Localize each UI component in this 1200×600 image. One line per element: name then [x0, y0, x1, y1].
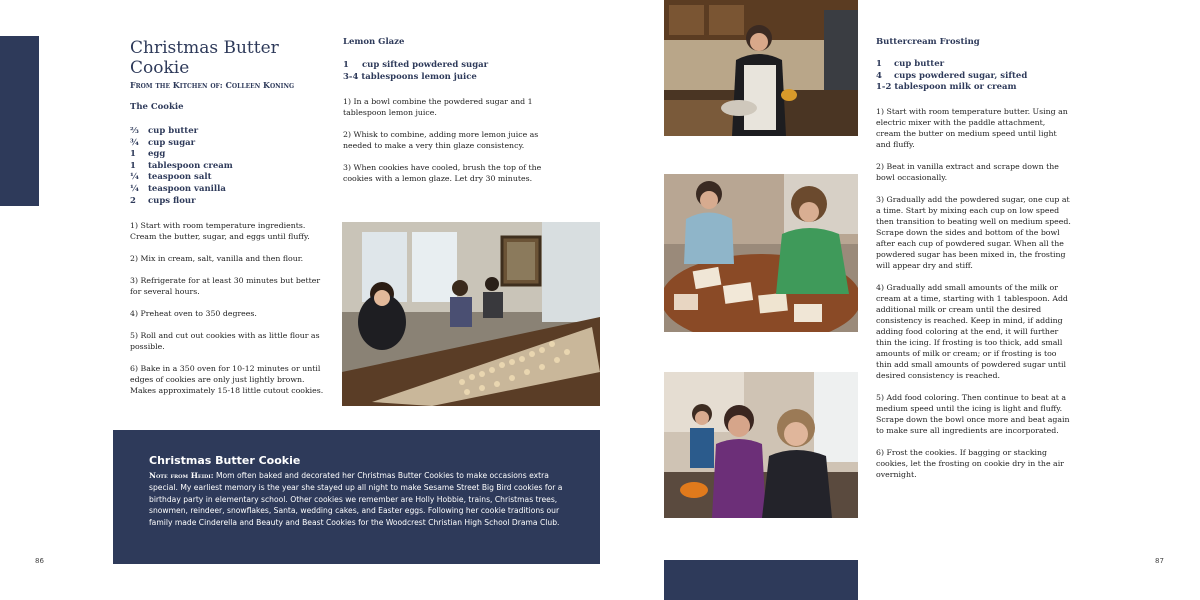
recipe-title: Christmas Butter Cookie	[130, 38, 279, 78]
story-body: Mom often baked and decorated her Christmas Butter Cookies to make occasions extra special. My earliest memory is the year she stayed up all night to make Sesame Street Big Bird cookies for a birthday party in elementary school. Other cookies we remember are Holly Hobbie, trains, Christmas trees, snowmen, reindeer, snowflakes, Santa, wedding cakes, and Easter eggs. Following her cookie traditions our family made Cinderella and Beauty and Beast Cookies for the Woodcrest Christian High School Drama Club.	[149, 471, 563, 528]
glaze-ingredients	[343, 60, 488, 83]
ingredient: ¼ teaspoon vanilla	[130, 183, 226, 194]
story-title: Christmas Butter Cookie	[149, 454, 301, 467]
step: 1) Start with room temperature butter. Using an electric mixer with the paddle attachment, cream the butter on medium speed until light and fluffy.	[876, 107, 1068, 149]
story-label: Note from Heidi:	[149, 471, 214, 480]
step: 2) Whisk to combine, adding more lemon juice as needed to make a very thin glaze consistency.	[343, 130, 539, 150]
frosting-steps	[876, 106, 1072, 491]
ingredient: ¼ teaspoon salt	[130, 172, 212, 183]
glaze-heading: Lemon Glaze	[343, 37, 405, 47]
step: 2) Beat in vanilla extract and scrape down the bowl occasionally.	[876, 162, 1059, 182]
cookie-ingredients	[130, 126, 233, 207]
cookie-heading: The Cookie	[130, 102, 184, 112]
bottom-block	[664, 560, 858, 600]
step: 2) Mix in cream, salt, vanilla and then flour.	[130, 254, 304, 263]
left-edge-tab	[0, 36, 39, 206]
glaze-steps	[343, 96, 543, 195]
step: 1) Start with room temperature ingredients. Cream the butter, sugar, and eggs until fluffy.	[130, 221, 310, 241]
ingredient: 1-2 tablespoon milk or cream	[876, 82, 1017, 93]
ingredient: ¾ cup sugar	[130, 137, 196, 148]
step: 5) Roll and cut out cookies with as little flour as possible.	[130, 331, 320, 351]
frosting-ingredients	[876, 59, 1027, 94]
step: 3) Refrigerate for at least 30 minutes but better for several hours.	[130, 276, 321, 296]
ingredient: 2 cups flour	[130, 195, 196, 206]
group-photo	[664, 372, 858, 518]
story-text	[149, 470, 569, 529]
family-cookie-photo	[342, 222, 600, 406]
recipe-byline: From the Kitchen of: Colleen Koning	[130, 80, 295, 90]
ingredient: 1 egg	[130, 149, 166, 160]
step: 6) Frost the cookies. If bagging or stacking cookies, let the frosting on cookie dry in the air overnight.	[876, 448, 1064, 479]
step: 4) Preheat oven to 350 degrees.	[130, 309, 257, 318]
ingredient: ⅔ cup butter	[130, 126, 199, 136]
ingredient: 1 tablespoon cream	[130, 160, 233, 171]
ingredient: 4 cups powdered sugar, sifted	[876, 70, 1028, 81]
step: 3) Gradually add the powdered sugar, one cup at a time. Start by mixing each cup on low speed then transition to beating well on medium speed. Scrape down the sides and bottom of the bowl after each cup of powdered sugar. When all the powdered sugar has been mixed in, the frosting will appear dry and stiff.	[876, 195, 1071, 270]
cookie-steps	[130, 220, 326, 407]
step: 6) Bake in a 350 oven for 10-12 minutes or until edges of cookies are only just lightly brown. Makes approximately 15-18 little cutout cookies.	[130, 364, 324, 395]
ingredient: 3-4 tablespoons lemon juice	[343, 71, 477, 82]
step: 1) In a bowl combine the powdered sugar and 1 tablespoon lemon juice.	[343, 97, 533, 117]
page-number-right: 87	[1155, 557, 1164, 565]
step: 5) Add food coloring. Then continue to beat at a medium speed until the icing is light and fluffy. Scrape down the bowl once more and beat again to make sure all ingredients are incorporated.	[876, 393, 1070, 435]
ingredient: 1 cup sifted powdered sugar	[343, 60, 489, 70]
page-number-left: 86	[35, 557, 44, 565]
step: 3) When cookies have cooled, brush the top of the cookies with a lemon glaze. Let dry 30 minutes.	[343, 163, 542, 183]
step: 4) Gradually add small amounts of the milk or cream at a time, starting with 1 tablespoon. Add additional milk or cream until the desired consistency is reached. Keep in mind, if adding adding food coloring at the end, it will further thin the icing. If frosting is too thick, add small amounts of milk or cream; or if frosting is too thin add small amounts of powdered sugar until desired consistency is reached.	[876, 283, 1068, 380]
story-box	[113, 430, 600, 564]
ingredient: 1 cup butter	[876, 59, 945, 69]
decorating-photo	[664, 174, 858, 332]
frosting-heading: Buttercream Frosting	[876, 37, 980, 47]
cooking-photo	[664, 0, 858, 136]
